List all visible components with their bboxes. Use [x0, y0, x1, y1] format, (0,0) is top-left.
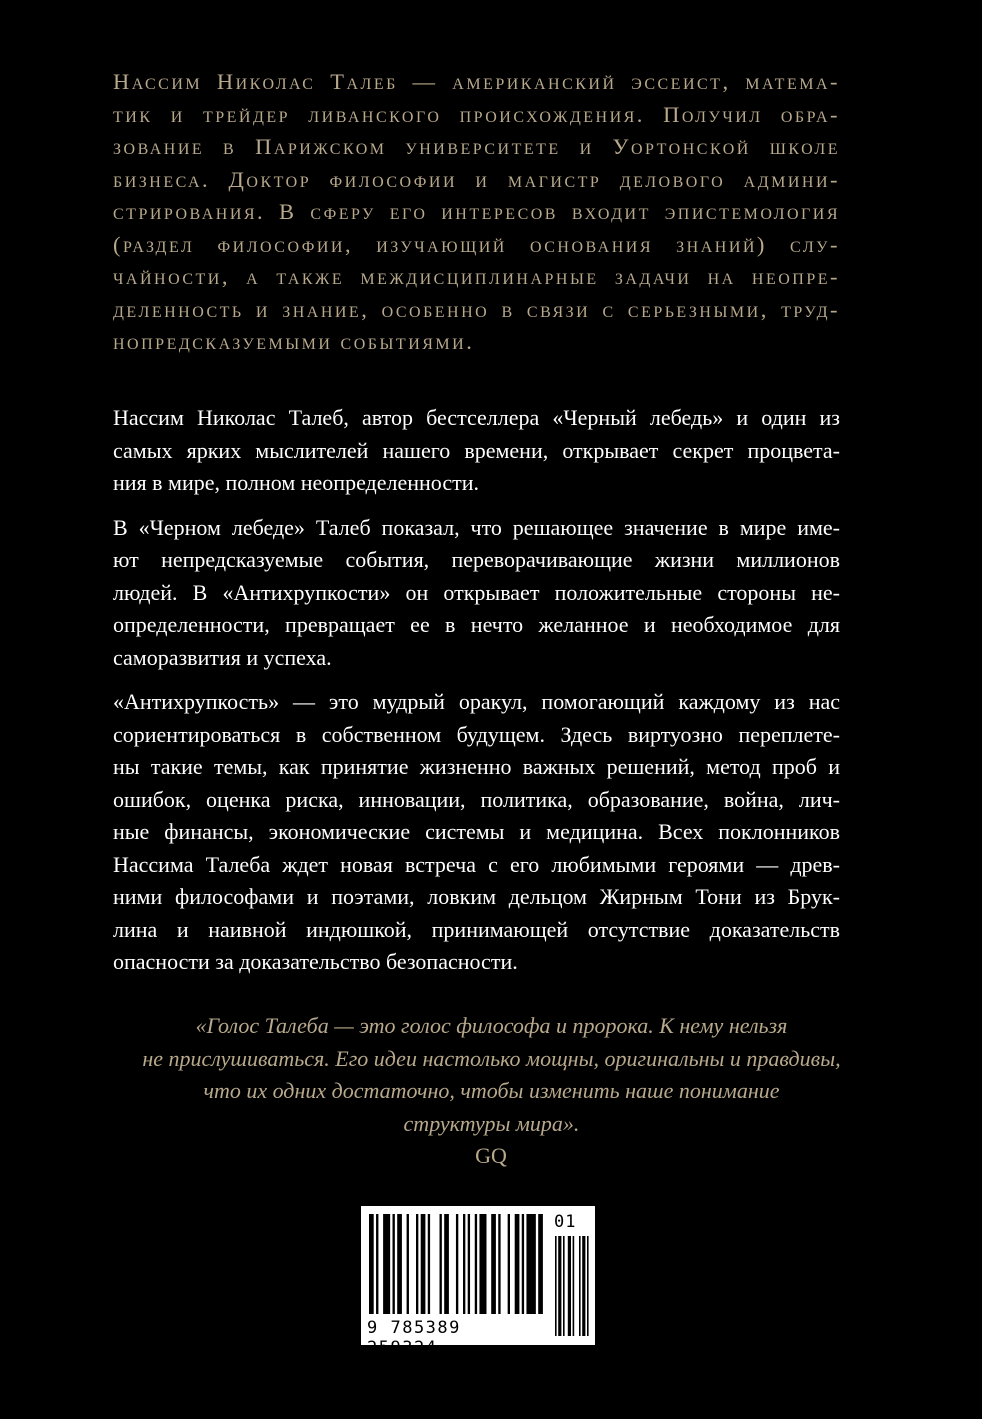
barcode-bar	[463, 1214, 465, 1314]
description-line: ют непредсказуемые события, переворачивающие жизни миллионов	[113, 547, 840, 572]
description-line: определенности, превращает ее в нечто желанное и необходимое для	[113, 612, 840, 637]
barcode-addon-bar	[568, 1236, 571, 1336]
quote-line: что их одних достаточно, чтобы изменить наше понимание	[203, 1078, 780, 1103]
barcode-bar	[522, 1214, 524, 1314]
barcode-bar	[416, 1214, 418, 1314]
description-line: сориентироваться в собственном будущем. Здесь виртуозно переплете-	[113, 721, 840, 747]
bio-line: Нассим Николас Талеб — американский эссеист, матема-	[113, 69, 840, 94]
barcode-addon-bar	[579, 1236, 581, 1336]
barcode-bar	[369, 1214, 374, 1314]
description-paragraph-3	[113, 686, 840, 979]
barcode-bar	[376, 1214, 378, 1314]
description-line: ними философами и поэтами, ловким дельцом Жирным Тони из Брук-	[113, 884, 840, 909]
barcode-addon-bar	[573, 1236, 575, 1336]
description-line: Нассима Талеба ждет новая встреча с его любимыми героями — древ-	[113, 851, 840, 877]
bio-line: стрирования. В сферу его интересов входит эпистемология	[113, 199, 840, 224]
barcode-bar	[383, 1214, 390, 1314]
barcode-addon-bar	[563, 1236, 565, 1336]
barcode-bar	[515, 1214, 520, 1314]
barcode-bar	[428, 1214, 430, 1314]
description-line: саморазвития и успеха.	[113, 644, 332, 670]
bio-line: нопредсказуемыми событиями.	[113, 329, 475, 354]
description-line: ны такие темы, как принятие жизненно важных решений, метод проб и	[113, 754, 840, 779]
book-description	[113, 402, 840, 991]
quote-line: не прислушиваться. Его идеи настолько мощны, оригинальны и правдивы,	[142, 1045, 841, 1071]
description-paragraph-2	[113, 512, 840, 675]
description-line: ошибок, оценка риска, инновации, политика, образование, война, лич-	[113, 786, 840, 812]
barcode-bar	[407, 1214, 409, 1314]
isbn-number: 9 785389 259324	[367, 1318, 461, 1358]
barcode-addon-bar	[555, 1236, 557, 1336]
description-line: ные финансы, экономические системы и медицина. Всех поклонников	[113, 819, 840, 844]
description-line: лина и наивной индюшкой, принимающей отсутствие доказательств	[113, 916, 840, 942]
barcode-bar	[538, 1214, 543, 1314]
bio-line: зование в Парижском университете и Уортонской школе	[113, 134, 840, 159]
description-line: людей. В «Антихрупкости» он открывает положительные стороны не-	[113, 579, 840, 605]
bio-line: бизнеса. Доктор философии и магистр делового админи-	[113, 166, 840, 192]
barcode-bar	[456, 1214, 458, 1314]
description-line: самых ярких мыслителей нашего времени, открывает секрет процвета-	[113, 437, 840, 463]
barcode-bar	[479, 1214, 486, 1314]
barcode-addon-bar	[587, 1236, 589, 1336]
barcode-bar	[440, 1214, 442, 1314]
description-paragraph-1	[113, 402, 840, 500]
barcode-bar	[475, 1214, 477, 1314]
description-line: «Антихрупкость» — это мудрый оракул, помогающий каждому из нас	[113, 689, 840, 714]
bio-line: тик и трейдер ливанского происхождения. Получил обра-	[113, 101, 840, 127]
description-line: В «Черном лебеде» Талеб показал, что решающее значение в мире име-	[113, 514, 840, 540]
barcode-bar	[508, 1214, 510, 1314]
barcode-bar	[491, 1214, 496, 1314]
barcode-bar	[444, 1214, 449, 1314]
barcode-addon-bar	[558, 1236, 561, 1336]
isbn-barcode	[361, 1206, 595, 1358]
bio-line: чайности, а также междисциплинарные задачи на неопре-	[113, 264, 840, 289]
barcode-bar	[498, 1214, 500, 1314]
bio-line: деленность и знание, особенно в связи с серьезными, труд-	[113, 296, 840, 322]
description-line: опасности за доказательство безопасности.	[113, 949, 518, 974]
barcode-bar	[421, 1214, 426, 1314]
description-line: Нассим Николас Талеб, автор бестселлера «Черный лебедь» и один из	[113, 405, 840, 430]
quote-line: структуры мира».	[403, 1110, 580, 1136]
barcode-bar	[397, 1214, 402, 1314]
barcode-bar	[526, 1214, 535, 1314]
press-quote	[113, 1010, 870, 1140]
barcode-addon-bar	[582, 1236, 585, 1336]
quote-source: GQ	[475, 1143, 507, 1168]
quote-line: «Голос Талеба — это голос философа и пророка. К нему нельзя	[195, 1013, 788, 1038]
barcode-addon-number: 01	[554, 1212, 577, 1232]
barcode-bar	[393, 1214, 395, 1314]
bio-line: (раздел философии, изучающий основания знаний) слу-	[113, 231, 840, 257]
description-line: ния в мире, полном неопределенности.	[113, 470, 479, 495]
barcode-bar	[468, 1214, 470, 1314]
author-bio	[113, 66, 840, 359]
